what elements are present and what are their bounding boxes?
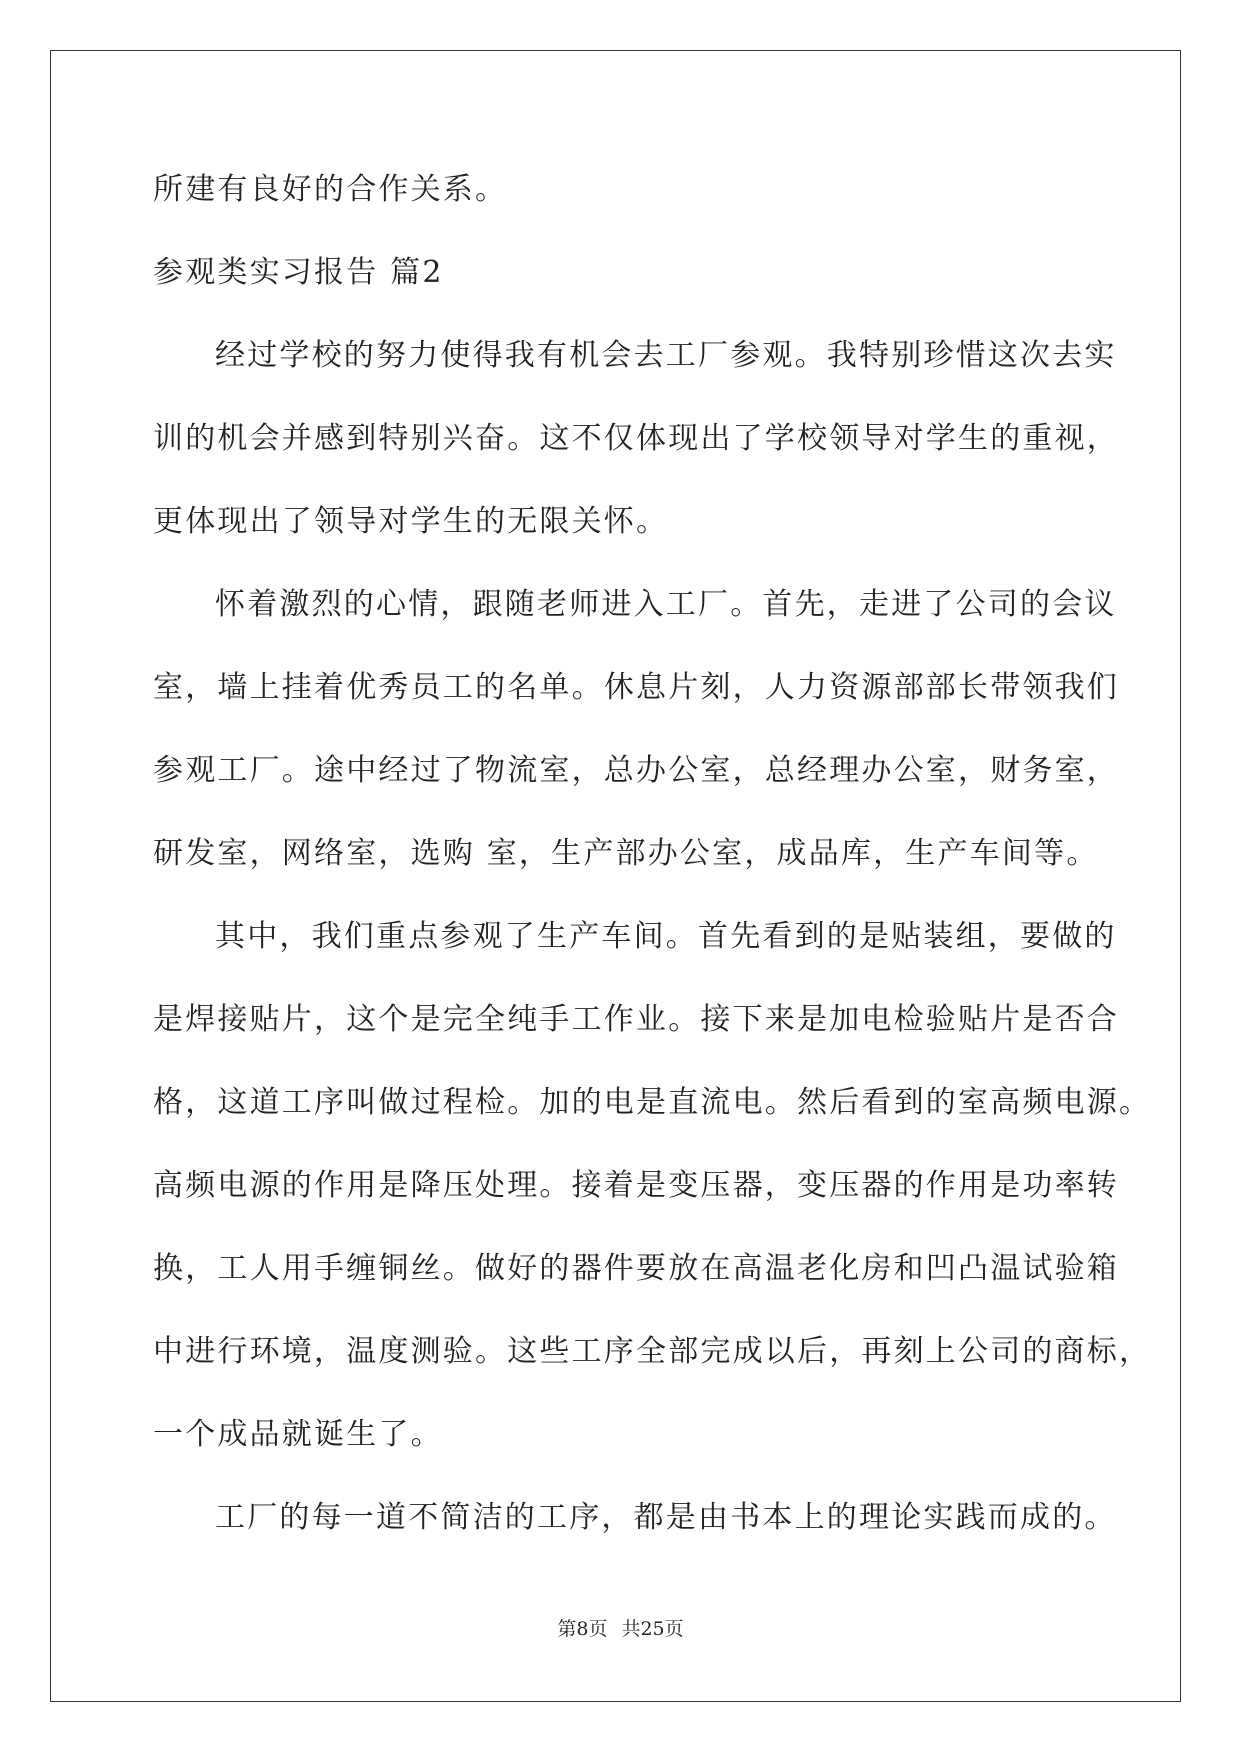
page-border bbox=[50, 50, 1181, 1702]
body-line-14: 换，工人用手缠铜丝。做好的器件要放在高温老化房和凹凸温试验箱 bbox=[153, 1251, 1119, 1286]
body-line-12: 格，这道工序叫做过程检。加的电是直流电。然后看到的室高频电源。 bbox=[153, 1085, 1152, 1120]
body-line-5: 更体现出了领导对学生的无限关怀。 bbox=[153, 504, 669, 539]
body-line-16: 一个成品就诞生了。 bbox=[153, 1417, 443, 1452]
body-line-11: 是焊接贴片，这个是完全纯手工作业。接下来是加电检验贴片是否合 bbox=[153, 1002, 1119, 1037]
body-line-15: 中进行环境，温度测验。这些工序全部完成以后，再刻上公司的商标， bbox=[153, 1334, 1152, 1369]
body-line-7: 室，墙上挂着优秀员工的名单。休息片刻，人力资源部部长带领我们 bbox=[153, 670, 1119, 705]
page-total: 共25页 bbox=[621, 1618, 684, 1640]
body-line-10: 其中，我们重点参观了生产车间。首先看到的是贴装组，要做的 bbox=[215, 919, 1117, 954]
page-footer bbox=[0, 1617, 1241, 1641]
page-number: 第8页 bbox=[557, 1618, 608, 1640]
body-line-9: 研发室，网络室，选购 室，生产部办公室，成品库，生产车间等。 bbox=[153, 836, 1099, 871]
body-line-8: 参观工厂。途中经过了物流室，总办公室，总经理办公室，财务室， bbox=[153, 753, 1119, 788]
body-line-1: 所建有良好的合作关系。 bbox=[153, 172, 508, 207]
body-line-13: 高频电源的作用是降压处理。接着是变压器，变压器的作用是功率转 bbox=[153, 1168, 1119, 1203]
body-line-4: 训的机会并感到特别兴奋。这不仅体现出了学校领导对学生的重视， bbox=[153, 421, 1119, 456]
section-heading: 参观类实习报告 篇2 bbox=[153, 255, 444, 290]
body-line-17: 工厂的每一道不简洁的工序，都是由书本上的理论实践而成的。 bbox=[215, 1500, 1117, 1535]
body-line-3: 经过学校的努力使得我有机会去工厂参观。我特别珍惜这次去实 bbox=[215, 338, 1117, 373]
body-line-6: 怀着激烈的心情，跟随老师进入工厂。首先，走进了公司的会议 bbox=[215, 587, 1117, 622]
